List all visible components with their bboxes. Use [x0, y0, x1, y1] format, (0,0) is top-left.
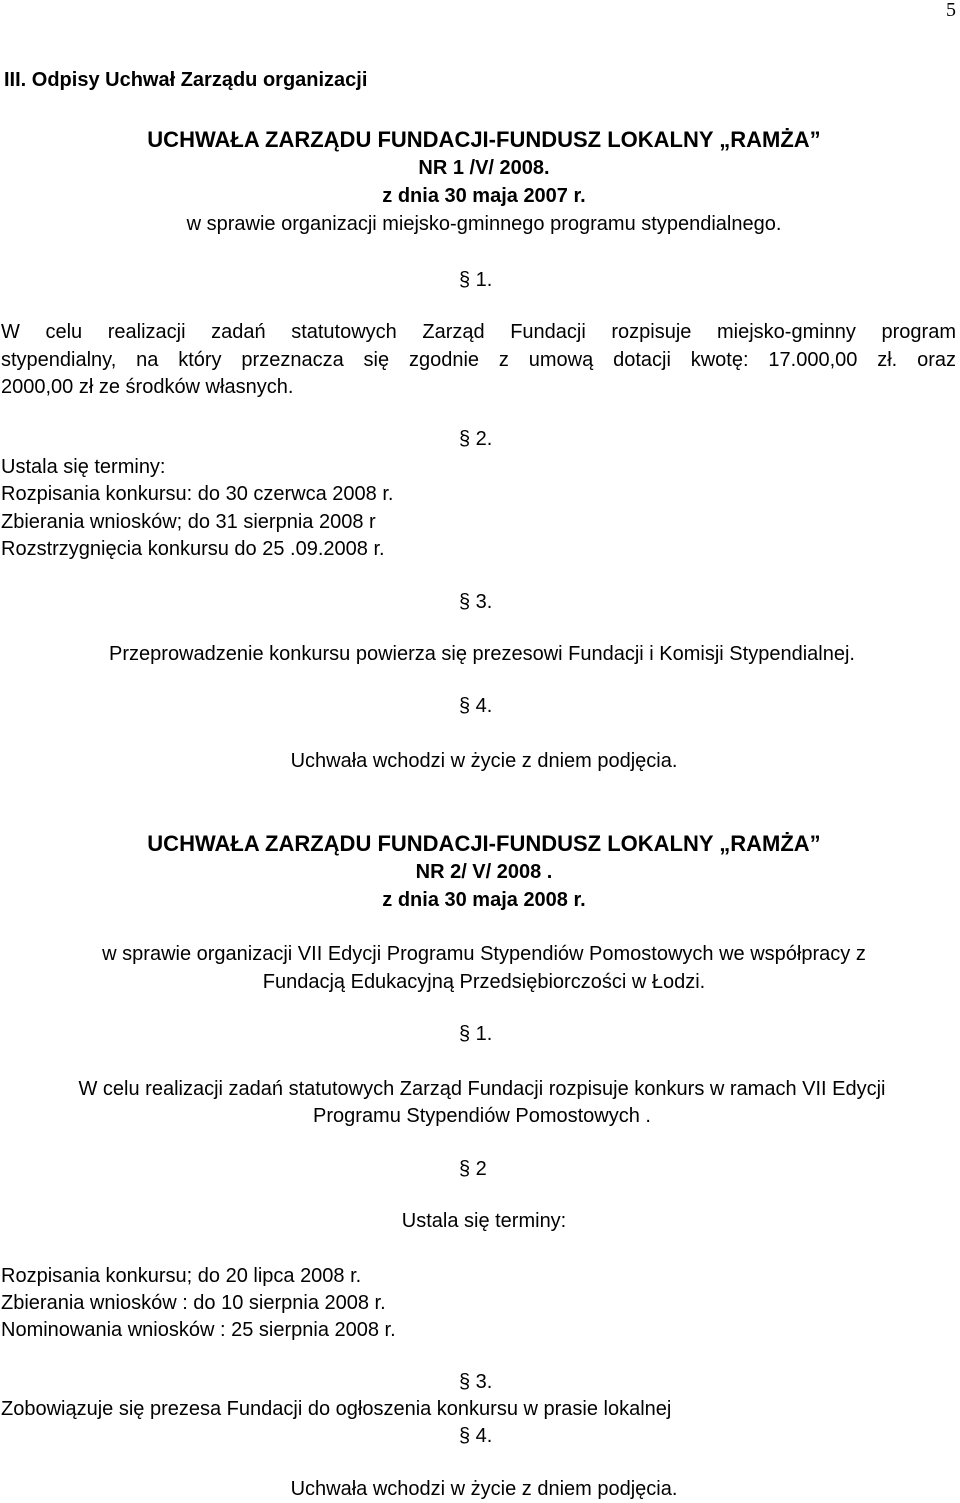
resolution2-par3-mark: § 3.	[459, 1371, 493, 1393]
resolution2-par2-mark: § 2	[459, 1158, 487, 1180]
page-number: 5	[946, 0, 956, 21]
resolution2-par1-mark: § 1.	[459, 1023, 493, 1045]
resolution2-par2-heading: Ustala się terminy:	[401, 1210, 567, 1232]
resolution1-par4-mark: § 4.	[459, 695, 493, 717]
resolution1-par1-line1: W celu realizacji zadań statutowych Zarząd Fundacji rozpisuje miejsko-gminny program	[1, 321, 956, 343]
resolution1-par2-mark: § 2.	[459, 428, 493, 450]
resolution1-par1-mark: § 1.	[459, 269, 493, 291]
resolution1-date: z dnia 30 maja 2007 r.	[382, 185, 586, 207]
resolution2-date: z dnia 30 maja 2008 r.	[382, 889, 586, 911]
resolution1-title: UCHWAŁA ZARZĄDU FUNDACJI-FUNDUSZ LOKALNY „RAMŻA”	[147, 127, 821, 152]
resolution2-subject-line1: w sprawie organizacji VII Edycji Programu Stypendiów Pomostowych we współpracy z	[102, 943, 866, 965]
resolution2-par2-line: Rozpisania konkursu; do 20 lipca 2008 r.	[1, 1265, 362, 1287]
resolution1-par2-line: Rozstrzygnięcia konkursu do 25 .09.2008 r.	[1, 538, 385, 560]
resolution1-par3-text: Przeprowadzenie konkursu powierza się prezesowi Fundacji i Komisji Stypendialnej.	[109, 643, 855, 665]
resolution2-title: UCHWAŁA ZARZĄDU FUNDACJI-FUNDUSZ LOKALNY „RAMŻA”	[147, 831, 821, 856]
resolution1-par2-line: Zbierania wniosków; do 31 sierpnia 2008 r	[1, 511, 376, 533]
resolution2-par2-line: Zbierania wniosków : do 10 sierpnia 2008 r.	[1, 1292, 386, 1314]
resolution2-par4-mark: § 4.	[459, 1425, 493, 1447]
resolution2-par4-text: Uchwała wchodzi w życie z dniem podjęcia.	[290, 1478, 678, 1500]
resolution2-par1-line1: W celu realizacji zadań statutowych Zarząd Fundacji rozpisuje konkurs w ramach VII Edycji	[78, 1078, 886, 1100]
resolution1-number: NR 1 /V/ 2008.	[418, 157, 550, 179]
section-heading: III. Odpisy Uchwał Zarządu organizacji	[4, 69, 368, 91]
resolution2-subject-line2: Fundacją Edukacyjną Przedsiębiorczości w Łodzi.	[262, 971, 706, 993]
resolution1-par1-line3: 2000,00 zł ze środków własnych.	[1, 376, 294, 398]
resolution1-subject: w sprawie organizacji miejsko-gminnego programu stypendialnego.	[186, 213, 782, 235]
resolution1-par2-line: Rozpisania konkursu: do 30 czerwca 2008 r.	[1, 483, 394, 505]
resolution2-par1-line2: Programu Stypendiów Pomostowych .	[313, 1105, 651, 1127]
resolution1-par2-line: Ustala się terminy:	[1, 456, 166, 478]
resolution1-par4-text: Uchwała wchodzi w życie z dniem podjęcia.	[290, 750, 678, 772]
resolution2-number: NR 2/ V/ 2008 .	[415, 861, 553, 883]
resolution1-par1-line2: stypendialny, na który przeznacza się zgodnie z umową dotacji kwotę: 17.000,00 zł. oraz	[1, 349, 956, 371]
resolution2-par2-line: Nominowania wniosków : 25 sierpnia 2008 r.	[1, 1319, 396, 1341]
resolution1-par3-mark: § 3.	[459, 591, 493, 613]
resolution2-par3-text: Zobowiązuje się prezesa Fundacji do ogłoszenia konkursu w prasie lokalnej	[1, 1398, 672, 1420]
